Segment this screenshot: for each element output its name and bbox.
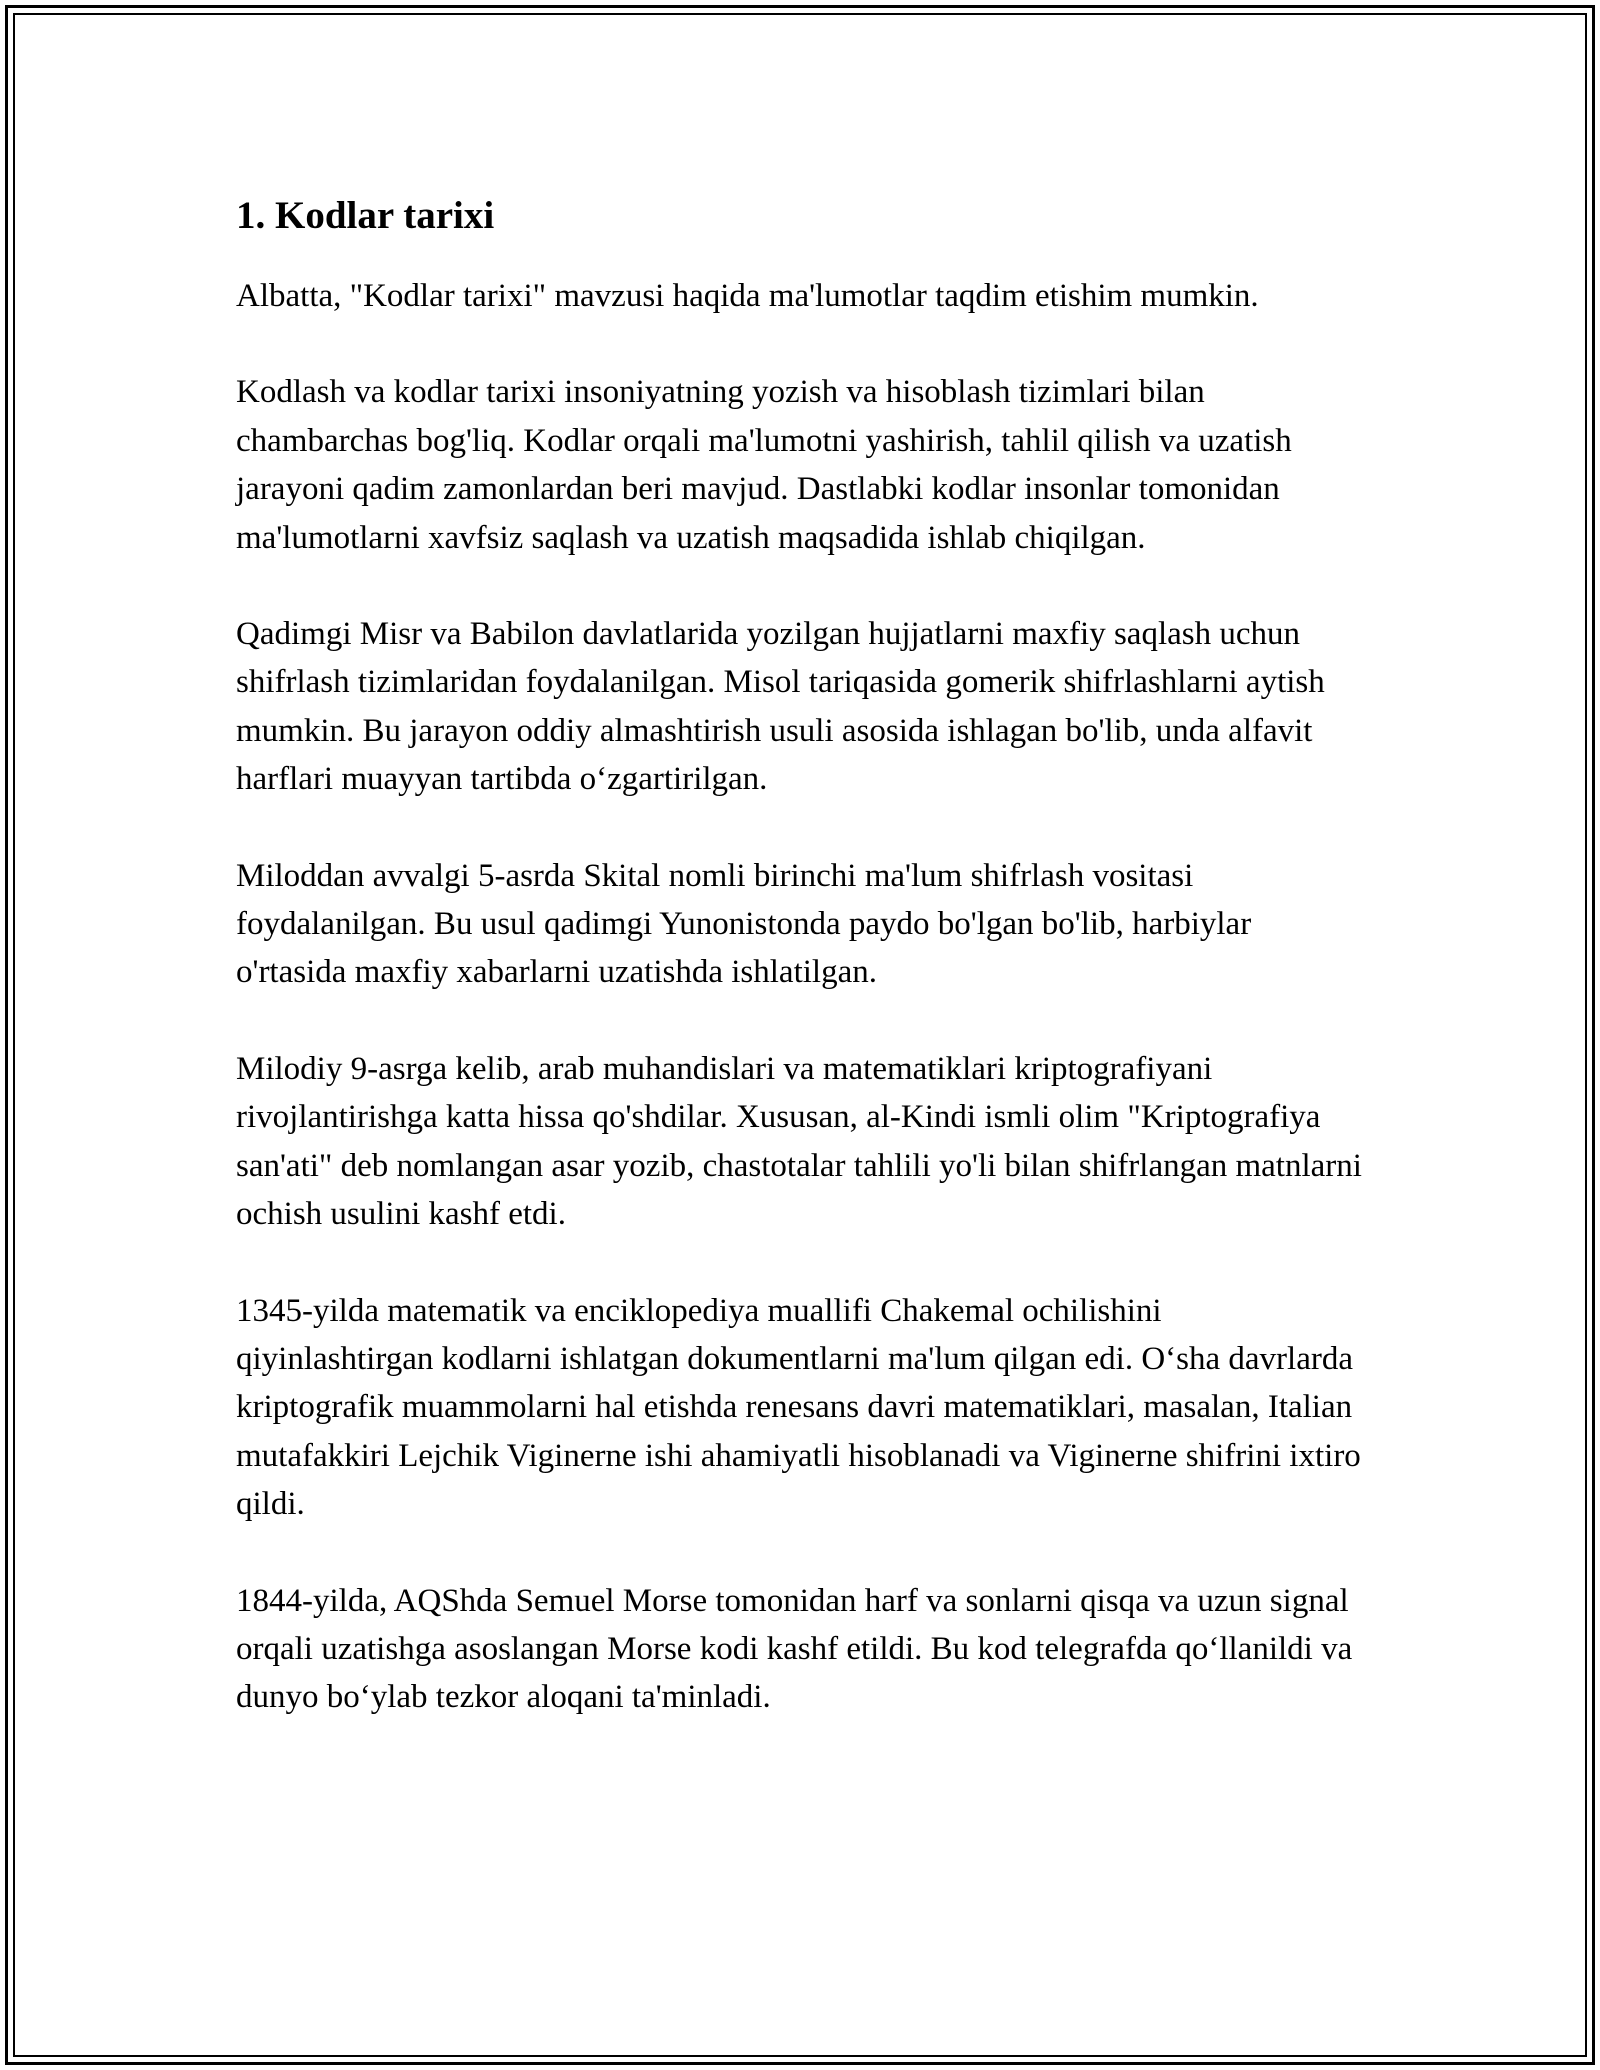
paragraph-intro: Albatta, "Kodlar tarixi" mavzusi haqida ma'lumotlar taqdim etishim mumkin. [236,278,1259,314]
paragraph-coding-history: Kodlash va kodlar tarixi insoniyatning yozish va hisoblash tizimlari bilan chambarchas bog'liq. Kodlar orqali ma'lumotni yashirish, tahlil qilish va uzatish jarayoni qadim zamonlardan beri mavjud. Dastlabki kodlar insonlar tomonidan ma'lumotlarni xavfsiz saqlash va uzatish maqsadida ishlab chiqilgan. [236,374,1292,556]
document-body [236,188,1366,1770]
paragraph-morse: 1844-yilda, AQShda Semuel Morse tomonidan harf va sonlarni qisqa va uzun signal orqali uzatishga asoslangan Morse kodi kashf etildi. Bu kod telegrafda qo‘llanildi va dunyo bo‘ylab tezkor aloqani ta'minladi. [236,1582,1353,1716]
paragraph-al-kindi: Milodiy 9-asrga kelib, arab muhandislari va matematiklari kriptografiyani rivojlantirishga katta hissa qo'shdilar. Xususan, al-Kindi ismli olim "Kriptografiya san'ati" deb nomlangan asar yozib, chastotalar tahlili yo'li bilan shifrlangan matnlarni ochish usulini kashf etdi. [236,1050,1362,1233]
paragraph-scytale: Miloddan avvalgi 5-asrda Skital nomli birinchi ma'lum shifrlash vositasi foydalanilgan. Bu usul qadimgi Yunonistonda paydo bo'lgan bo'lib, harbiylar o'rtasida maxfiy xabarlarni uzatishda ishlatilgan. [236,857,1252,991]
paragraph-egypt-babylon: Qadimgi Misr va Babilon davlatlarida yozilgan hujjatlarni maxfiy saqlash uchun shifrlash tizimlaridan foydalanilgan. Misol tariqasida gomerik shifrlashlarni aytish mumkin. Bu jarayon oddiy almashtirish usuli asosida ishlagan bo'lib, unda alfavit harflari muayyan tartibda o‘zgartirilgan. [236,616,1325,798]
section-heading: 1. Kodlar tarixi [236,194,495,237]
paragraph-1345: 1345-yilda matematik va enciklopediya muallifi Chakemal ochilishini qiyinlashtirgan kodlarni ishlatgan dokumentlarni ma'lum qilgan edi. O‘sha davrlarda kriptografik muammolarni hal etishda renesans davri matematiklari, masalan, Italian mutafakkiri Lejchik Viginerne ishi ahamiyatli hisoblanadi va Viginerne shifrini ixtiro qildi. [236,1292,1361,1523]
